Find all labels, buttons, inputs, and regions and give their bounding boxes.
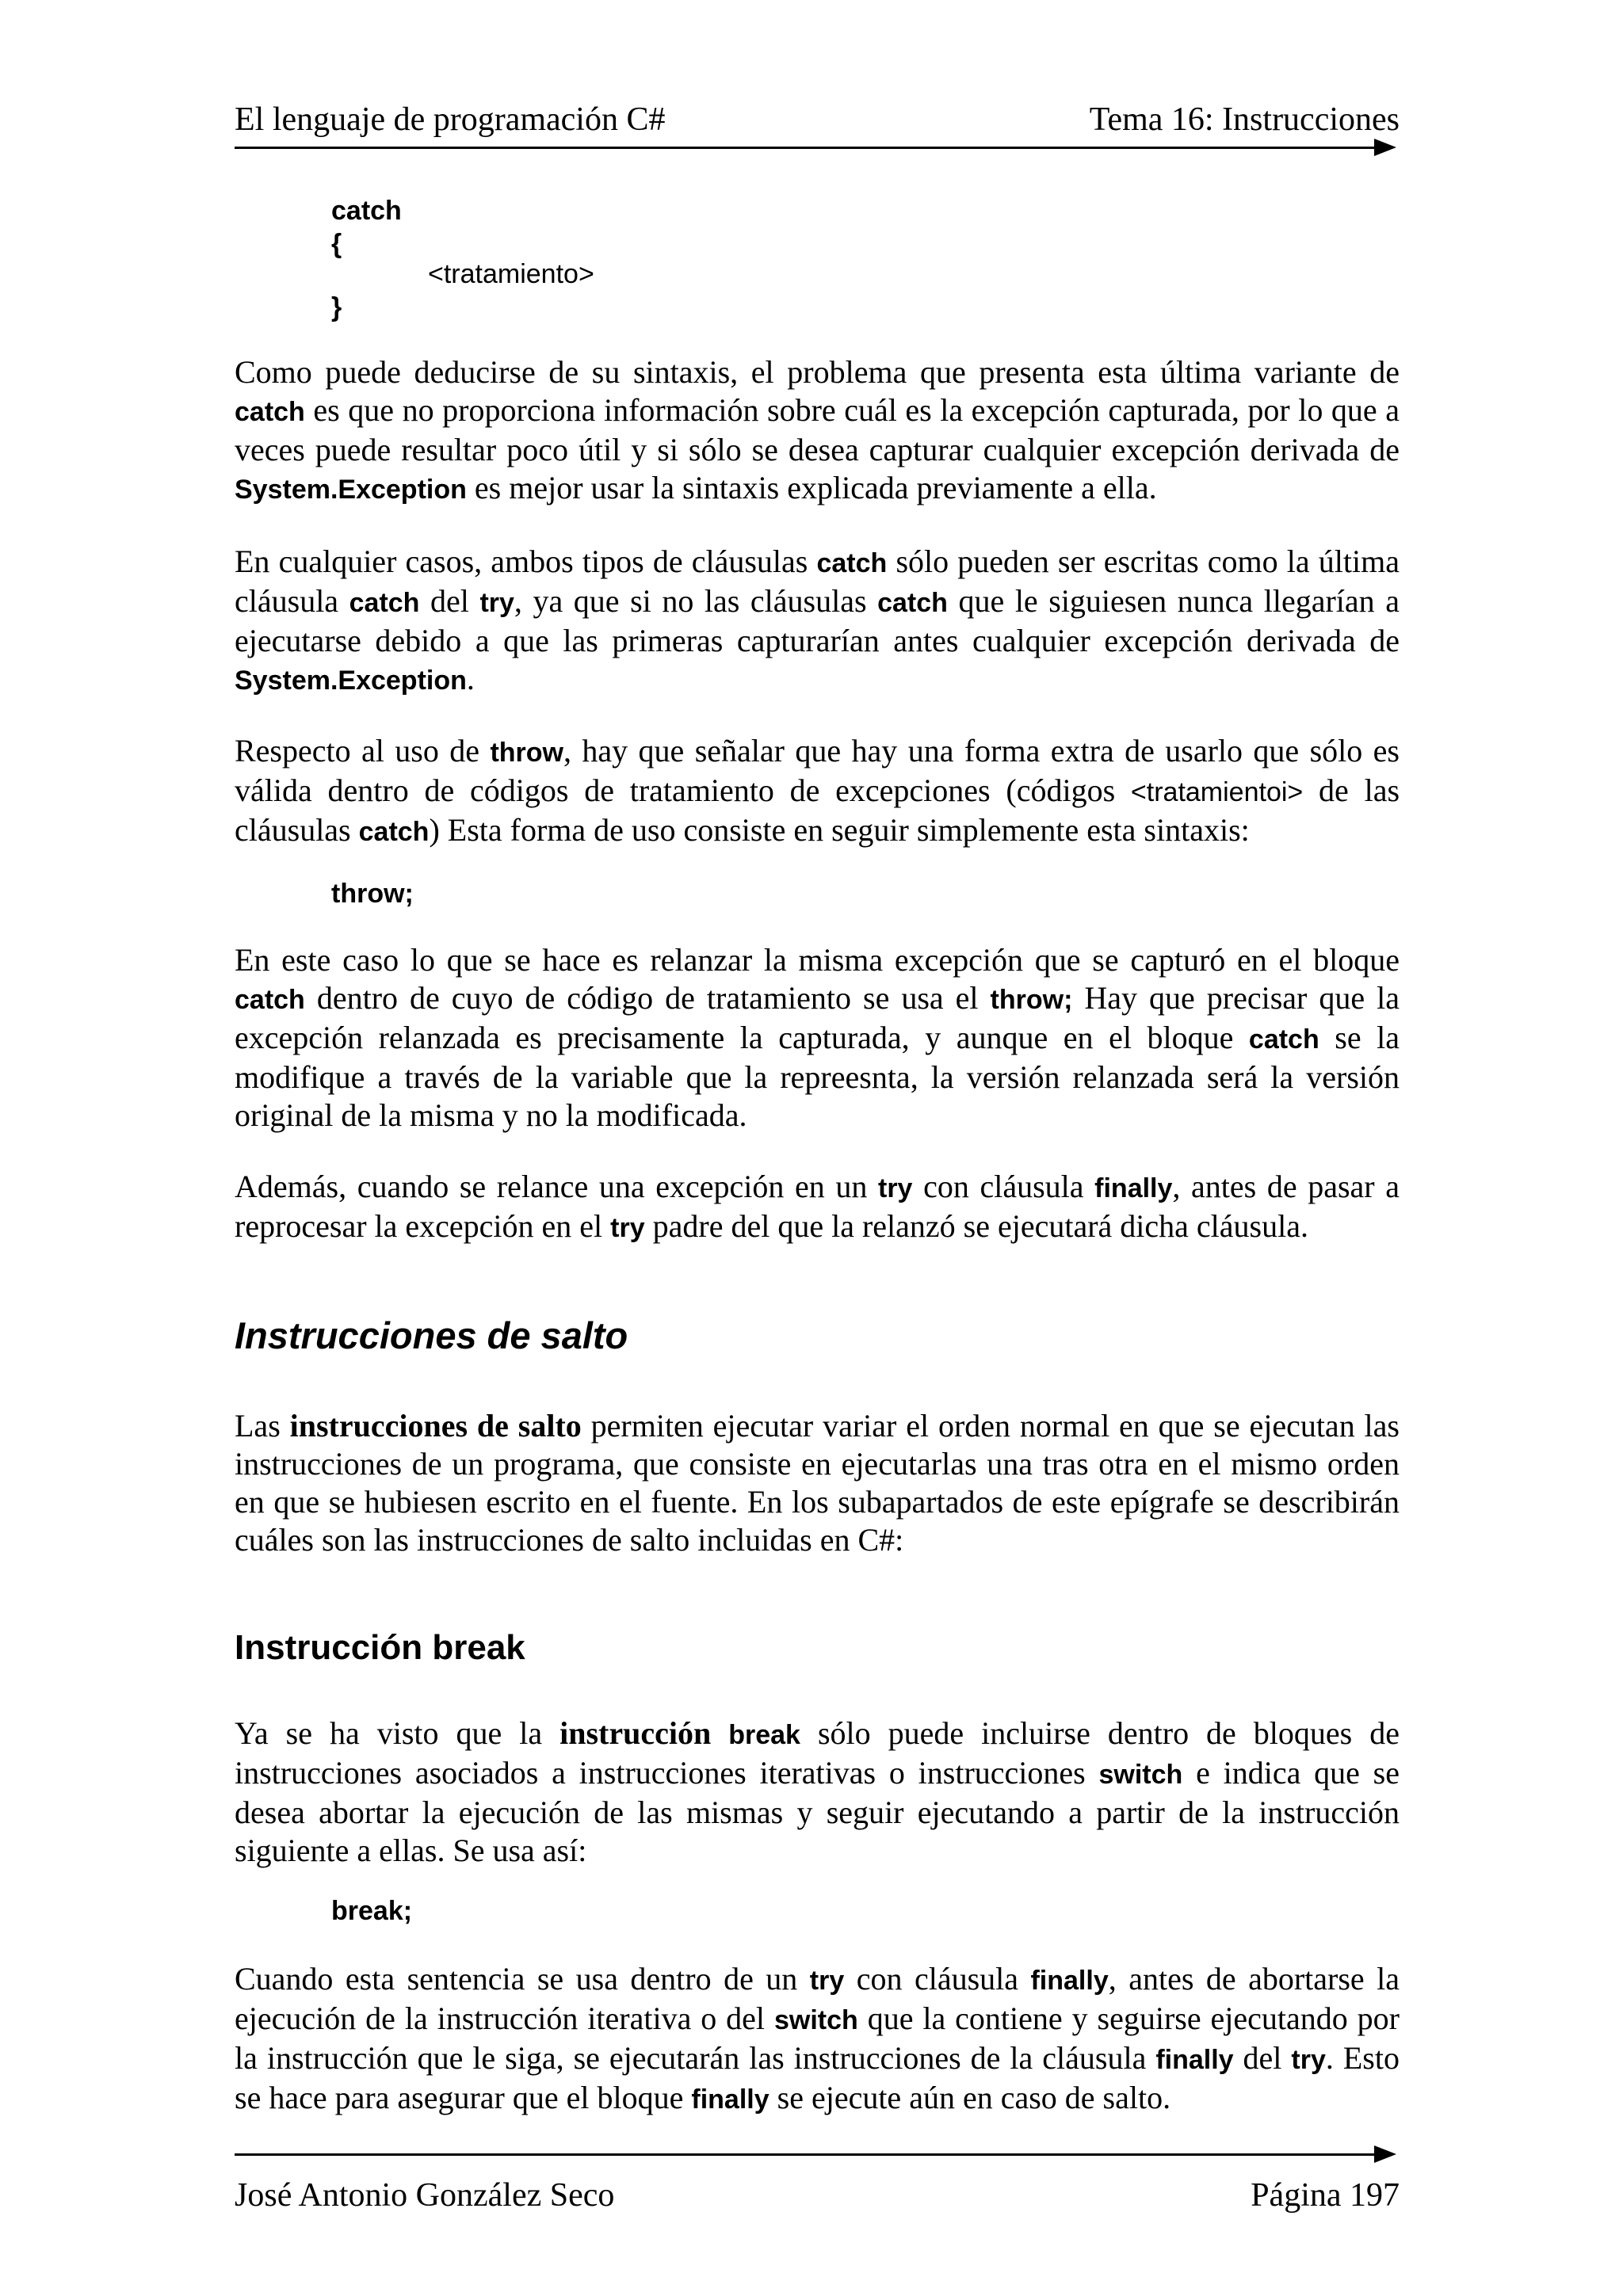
keyword: catch (235, 985, 305, 1015)
keyword: catch (816, 548, 888, 578)
text: Las (235, 1408, 290, 1444)
paragraph-1 (235, 353, 1400, 509)
page-footer (235, 2176, 1400, 2215)
text: del (419, 583, 480, 619)
arrow-right-icon (1374, 139, 1396, 156)
keyword: finally (1155, 2045, 1234, 2075)
text: se ejecute aún en caso de salto. (769, 2080, 1171, 2115)
page-header (235, 100, 1400, 139)
keyword: break (728, 1720, 800, 1750)
footer-author: José Antonio González Seco (235, 2177, 615, 2214)
code-throw: throw; (331, 879, 414, 909)
text: padre del que la relanzó se ejecutará dicha cláusula. (644, 1208, 1308, 1244)
keyword: try (479, 588, 514, 618)
text: Como puede deducirse de su sintaxis, el problema que presenta esta última variante de (235, 354, 1400, 390)
paragraph-3 (235, 732, 1400, 851)
code-open-brace: { (331, 229, 342, 259)
paragraph-2 (235, 543, 1400, 700)
code-catch-keyword: catch (331, 196, 402, 226)
keyword: switch (1098, 1760, 1183, 1790)
text: Respecto al uso de (235, 733, 491, 769)
text: . Esto se hace para asegurar que el bloque (235, 2040, 1400, 2115)
text: sólo puede incluirse dentro de bloques de instrucciones asociados a instrucciones iterativas o instrucciones (235, 1715, 1400, 1791)
keyword: try (878, 1173, 913, 1203)
text: con cláusula (912, 1169, 1095, 1204)
text: Hay que precisar que la excepción relanzada es precisamente la capturada, y aunque en el bloque (235, 980, 1400, 1055)
text: En este caso lo que se hace es relanzar la misma excepción que se capturó en el bloque (235, 942, 1400, 978)
text: del (1233, 2040, 1292, 2076)
keyword: catch (235, 397, 305, 427)
bold-term: instrucciones de salto (289, 1408, 582, 1444)
placeholder-token: <tratamientoi> (1130, 777, 1304, 807)
footer-rule (235, 2153, 1376, 2156)
text: permiten ejecutar variar el orden normal en que se ejecutan las instrucciones de un programa, que consiste en ejecutarlas una tras otra en el mismo orden en que se hubiesen escrito en el fuente. En los subapartados de este epígrafe se describirán cuáles son las instrucciones de salto incluidas en C#: (235, 1408, 1400, 1558)
text: , antes de abortarse la ejecución de la instrucción iterativa o del (235, 1961, 1400, 2036)
text: ) Esta forma de uso consiste en seguir simplemente esta sintaxis: (429, 812, 1250, 848)
text: que la contiene y seguirse ejecutando por la instrucción que le siga, se ejecutarán las instrucciones de la cláusula (235, 2000, 1400, 2076)
paragraph-7 (235, 1714, 1400, 1870)
keyword: catch (1248, 1024, 1319, 1055)
subsection-title: Instrucción break (235, 1628, 525, 1667)
keyword: catch (349, 588, 420, 618)
text: . (466, 661, 475, 696)
code-close-brace: } (331, 292, 342, 322)
text: Cuando esta sentencia se usa dentro de un (235, 1961, 810, 1997)
keyword: finally (1030, 1966, 1109, 1996)
text: Ya se ha visto que la (235, 1715, 560, 1751)
keyword: try (610, 1213, 645, 1243)
keyword: System.Exception (235, 475, 467, 505)
code-tratamiento: <tratamiento> (428, 259, 594, 289)
keyword: catch (877, 588, 948, 618)
text: se la modifique a través de la variable que la repreesnta, la versión relanzada será la versión original de la misma y no la modificada. (235, 1020, 1400, 1133)
header-rule (235, 147, 1376, 149)
keyword: try (809, 1966, 845, 1996)
keyword: throw (490, 738, 563, 768)
paragraph-8 (235, 1960, 1400, 2119)
keyword: try (1291, 2045, 1326, 2075)
section-title: Instrucciones de salto (235, 1314, 628, 1356)
paragraph-5 (235, 1168, 1400, 1247)
arrow-right-icon (1374, 2145, 1396, 2163)
text: Además, cuando se relance una excepción en un (235, 1169, 878, 1204)
text: sólo pueden ser escritas como la última cláusula (235, 543, 1400, 619)
code-break: break; (331, 1896, 413, 1926)
bold-term: instrucción (559, 1715, 712, 1751)
paragraph-4 (235, 941, 1400, 1135)
keyword: finally (691, 2084, 769, 2115)
keyword: switch (773, 2005, 858, 2035)
keyword: finally (1094, 1173, 1173, 1203)
text: , hay que señalar que hay una forma extra de usarlo que sólo es válida dentro de códigos de tratamiento de excepciones (códigos (235, 733, 1400, 808)
keyword: catch (358, 817, 430, 847)
paragraph-6 (235, 1407, 1400, 1559)
text: con cláusula (844, 1961, 1031, 1997)
text: de las cláusulas (235, 772, 1400, 848)
text: es que no proporciona información sobre cuál es la excepción capturada, por lo que a veces puede resultar poco útil y si sólo se desea capturar cualquier excepción derivada de (235, 392, 1400, 467)
header-book-title: El lenguaje de programación C# (235, 101, 666, 138)
header-chapter-title: Tema 16: Instrucciones (1089, 101, 1400, 138)
footer-page-number: Página 197 (1251, 2177, 1400, 2214)
text: que le siguiesen nunca llegarían a ejecutarse debido a que las primeras capturarían antes cualquier excepción derivada de (235, 583, 1400, 658)
text: e indica que se desea abortar la ejecución de las mismas y seguir ejecutando a partir de la instrucción siguiente a ellas. Se usa así: (235, 1755, 1400, 1868)
text: , ya que si no las cláusulas (514, 583, 878, 619)
keyword: System.Exception (235, 666, 467, 696)
text: dentro de cuyo de código de tratamiento se usa el (304, 980, 991, 1016)
text: En cualquier casos, ambos tipos de cláusulas (235, 543, 817, 579)
keyword: throw; (990, 985, 1073, 1015)
text: , antes de pasar a reprocesar la excepción en el (235, 1169, 1400, 1244)
text: es mejor usar la sintaxis explicada previamente a ella. (466, 470, 1157, 505)
